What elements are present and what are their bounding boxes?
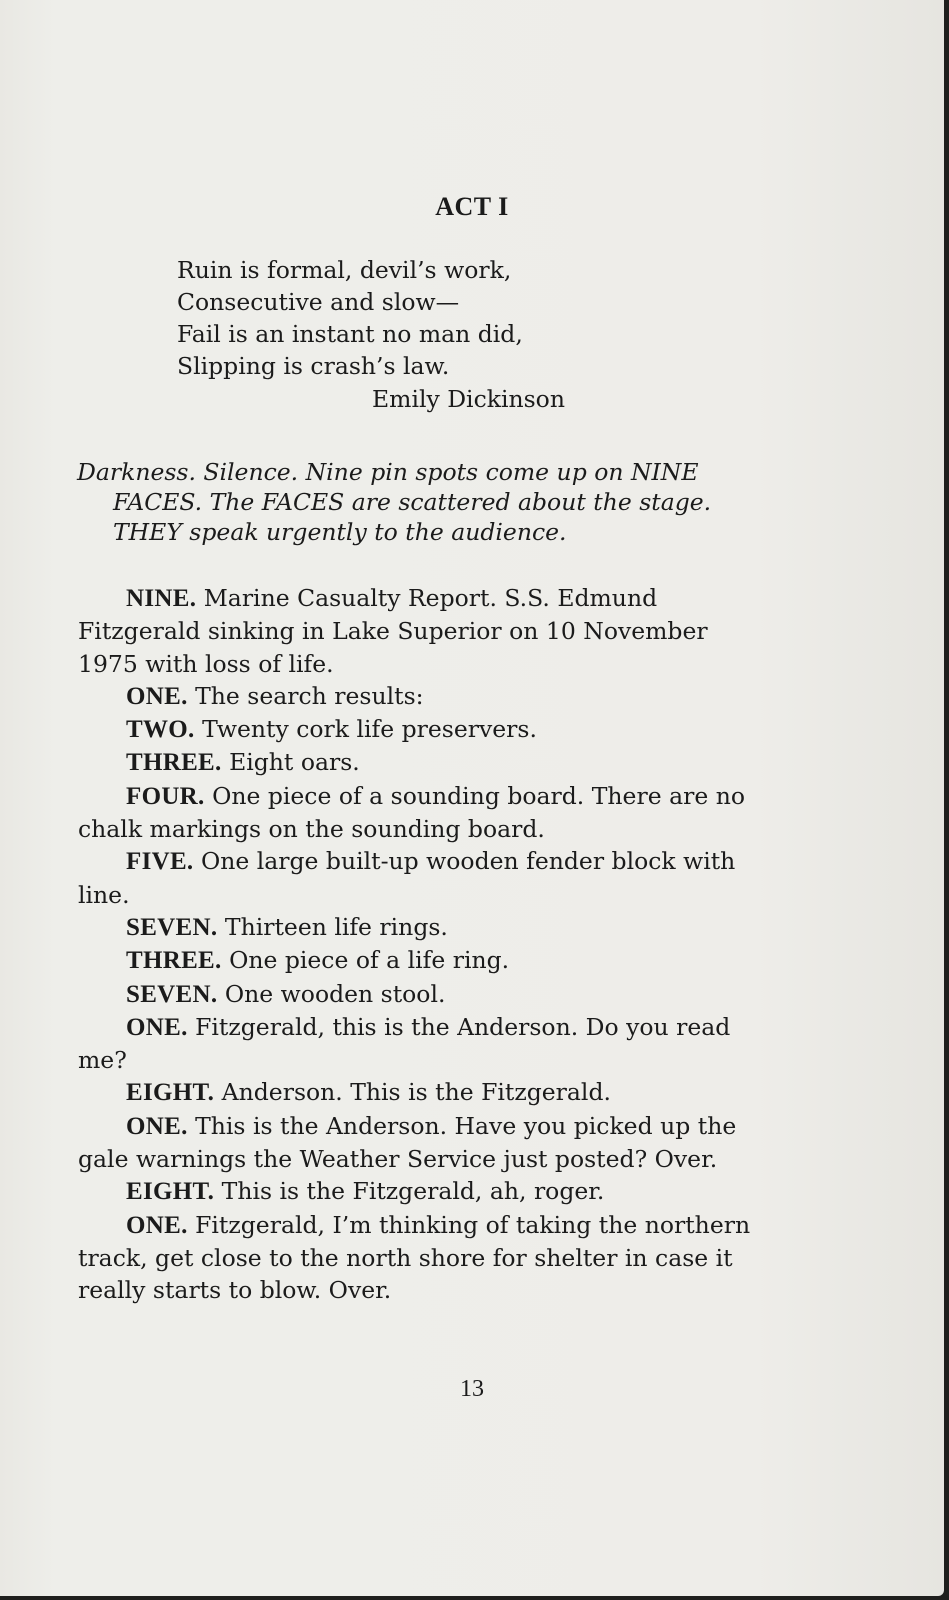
dialogue-line <box>78 1110 816 1143</box>
epigraph-line: Slipping is crash’s law. <box>177 352 450 380</box>
epigraph <box>177 254 565 416</box>
dialogue-continuation: Fitzgerald sinking in Lake Superior on 10 November <box>78 617 708 646</box>
dialogue-text: One large built-up wooden fender block with <box>200 847 736 876</box>
dialogue-continuation: line. <box>78 880 130 909</box>
act-title: ACT I <box>435 192 509 221</box>
dialogue-text: One piece of a sounding board. There are no <box>212 781 745 810</box>
speaker-name: SEVEN. <box>126 980 218 1008</box>
dialogue-text: Fitzgerald, I’m thinking of taking the northern <box>195 1210 751 1239</box>
dialogue-line <box>78 845 816 878</box>
speaker-name: ONE. <box>126 1013 188 1041</box>
dialogue-text: Marine Casualty Report. S.S. Edmund <box>203 584 658 612</box>
epigraph-line: Ruin is formal, devil’s work, <box>177 256 512 284</box>
stage-direction-line: FACES. The FACES are scattered about the stage. <box>113 488 712 516</box>
speaker-name: FIVE. <box>126 848 194 876</box>
speaker-name: THREE. <box>126 749 222 777</box>
speaker-name: ONE. <box>126 682 188 710</box>
speaker-name: EIGHT. <box>126 1178 215 1206</box>
stage-direction <box>77 457 817 547</box>
dialogue-line <box>78 780 816 813</box>
speaker-name: ONE. <box>126 1112 188 1140</box>
dialogue-line <box>78 1209 816 1242</box>
dialogue-continuation: gale warnings the Weather Service just posted? Over. <box>78 1145 718 1174</box>
dialogue-line <box>78 680 816 713</box>
dialogue-line <box>78 1175 816 1208</box>
dialogue-line <box>78 944 816 977</box>
dialogue-text: Eight oars. <box>229 748 360 777</box>
dialogue-text: One piece of a life ring. <box>229 946 510 975</box>
dialogue-text: The search results: <box>195 681 424 710</box>
dialogue-line <box>78 911 816 944</box>
dialogue-text: One wooden stool. <box>224 979 446 1008</box>
speaker-name: THREE. <box>126 947 222 975</box>
dialogue-text: This is the Fitzgerald, ah, roger. <box>221 1177 605 1206</box>
speaker-name: NINE. <box>126 585 197 612</box>
dialogue-line <box>78 978 816 1011</box>
dialogue-line <box>78 746 816 779</box>
speaker-name: SEVEN. <box>126 913 218 941</box>
dialogue-block <box>78 582 816 1307</box>
speaker-name: FOUR. <box>126 782 205 810</box>
epigraph-attribution: Emily Dickinson <box>372 385 565 413</box>
dialogue-continuation: 1975 with loss of life. <box>78 649 334 678</box>
dialogue-text: Twenty cork life preservers. <box>202 715 537 744</box>
stage-direction-line: THEY speak urgently to the audience. <box>113 518 567 546</box>
dialogue-text: Anderson. This is the Fitzgerald. <box>221 1078 611 1107</box>
dialogue-text: This is the Anderson. Have you picked up the <box>195 1111 737 1140</box>
dialogue-continuation: chalk markings on the sounding board. <box>78 815 545 844</box>
dialogue-line <box>78 1011 816 1044</box>
dialogue-continuation: really starts to blow. Over. <box>78 1276 392 1305</box>
dialogue-continuation: me? <box>78 1046 127 1075</box>
speaker-name: ONE. <box>126 1211 188 1239</box>
dialogue-text: Fitzgerald, this is the Anderson. Do you read <box>195 1012 731 1041</box>
stage-direction-line: Darkness. Silence. Nine pin spots come up on NINE <box>77 458 699 486</box>
dialogue-line <box>78 582 816 615</box>
dialogue-line <box>78 1076 816 1109</box>
epigraph-line: Consecutive and slow— <box>177 288 460 316</box>
page-number: 13 <box>460 1376 484 1402</box>
epigraph-line: Fail is an instant no man did, <box>177 320 523 348</box>
dialogue-continuation: track, get close to the north shore for shelter in case it <box>78 1243 733 1272</box>
speaker-name: TWO. <box>126 716 195 744</box>
speaker-name: EIGHT. <box>126 1079 215 1107</box>
dialogue-line <box>78 713 816 746</box>
dialogue-text: Thirteen life rings. <box>224 912 448 941</box>
